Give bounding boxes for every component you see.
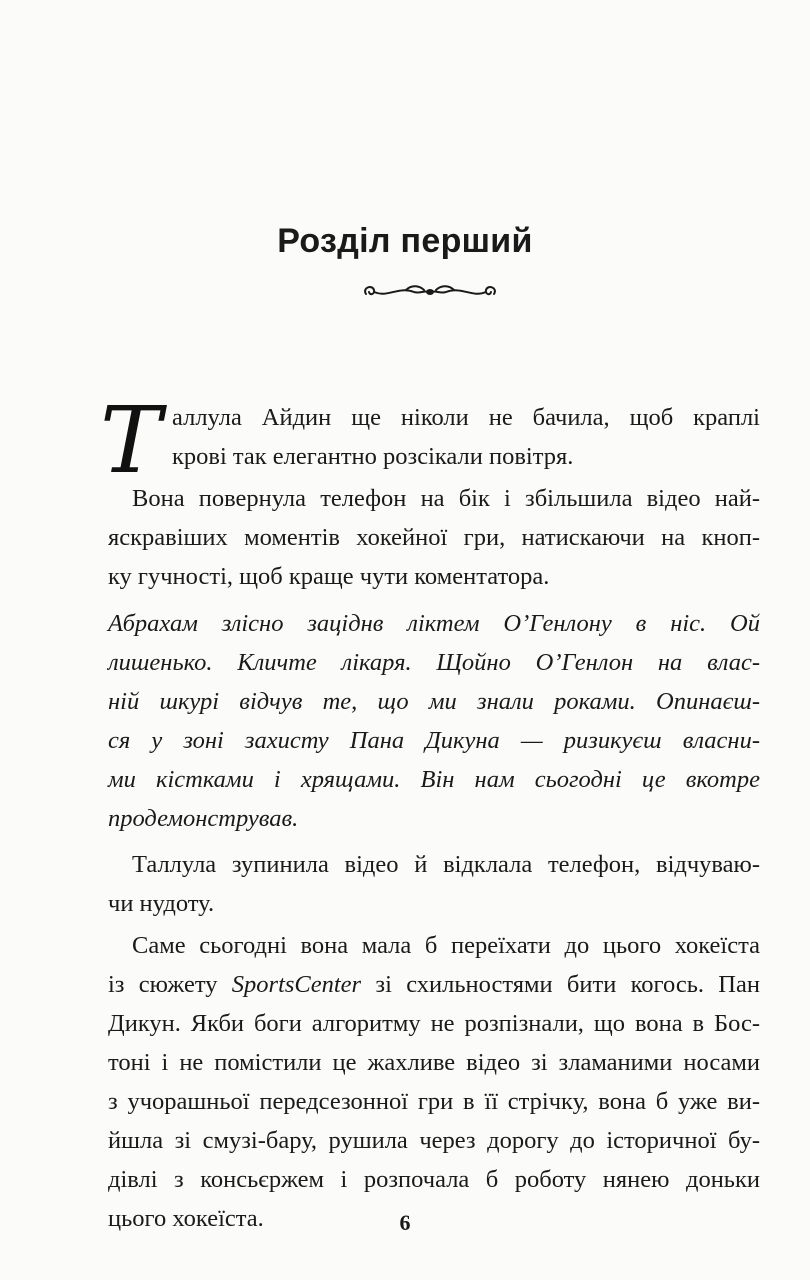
drop-cap: Т [100, 387, 162, 494]
text-line: яскравіших моментів хокейної гри, натискаючи на кноп- [108, 524, 760, 551]
text-line: дівлі з консьєржем і розпочала б роботу нянею доньки [108, 1166, 760, 1193]
text-line: з учорашньої передсезонної гри в її стрічку, вона б уже ви- [108, 1088, 760, 1115]
paragraph-2 [108, 479, 760, 596]
text-line: Вона повернула телефон на бік і збільшила відео най- [132, 485, 760, 512]
quoted-commentary [108, 604, 760, 838]
text-line: тоні і не помістили це жахливе відео зі зламаними носами [108, 1049, 760, 1076]
text-line: ся у зоні захисту Пана Дикуна — ризикуєш власни- [108, 727, 760, 754]
text-line: Таллула зупинила відео й відклала телефон, відчуваю- [132, 851, 760, 878]
text-line: продемонстрував. [108, 805, 299, 832]
text-line: чи нудоту. [108, 890, 215, 917]
text-segment: із сюжету [108, 971, 232, 998]
text-line: ку гучності, щоб краще чути коментатора. [108, 563, 550, 590]
text-line: Саме сьогодні вона мала б переїхати до цього хокеїста [132, 932, 760, 959]
text-line: ній шкурі відчув те, що ми знали роками. Опинаєш- [108, 688, 760, 715]
show-title: SportsCenter [231, 971, 362, 998]
text-line: йшла зі смузі-бару, рушила через дорогу до історичної бу- [108, 1127, 760, 1154]
scroll-ornament-icon [358, 278, 502, 306]
page-number: 6 [399, 1210, 411, 1235]
text-line: Дикун. Якби боги алгоритму не розпізнали, що вона в Бос- [108, 1010, 760, 1037]
text-line: ми кістками і хрящами. Він нам сьогодні це вкотре [108, 766, 760, 793]
text-segment: зі схильностями бити когось. Пан [361, 971, 760, 998]
text-line [108, 965, 760, 1004]
paragraph-4 [108, 926, 760, 1238]
text-line: цього хокеїста. [108, 1205, 264, 1232]
text-line: крові так елегантно розсікали повітря. [172, 443, 574, 470]
text-line: лишенько. Кличте лікаря. Щойно О’Генлон на влас- [108, 649, 760, 676]
text-line: аллула Айдин ще ніколи не бачила, щоб краплі [172, 404, 760, 431]
paragraph-3 [108, 845, 760, 923]
paragraph-1 [100, 387, 760, 494]
text-line: Абрахам злісно заціднв ліктем О’Генлону в ніс. Ой [108, 610, 760, 637]
chapter-title: Розділ перший [277, 222, 533, 260]
